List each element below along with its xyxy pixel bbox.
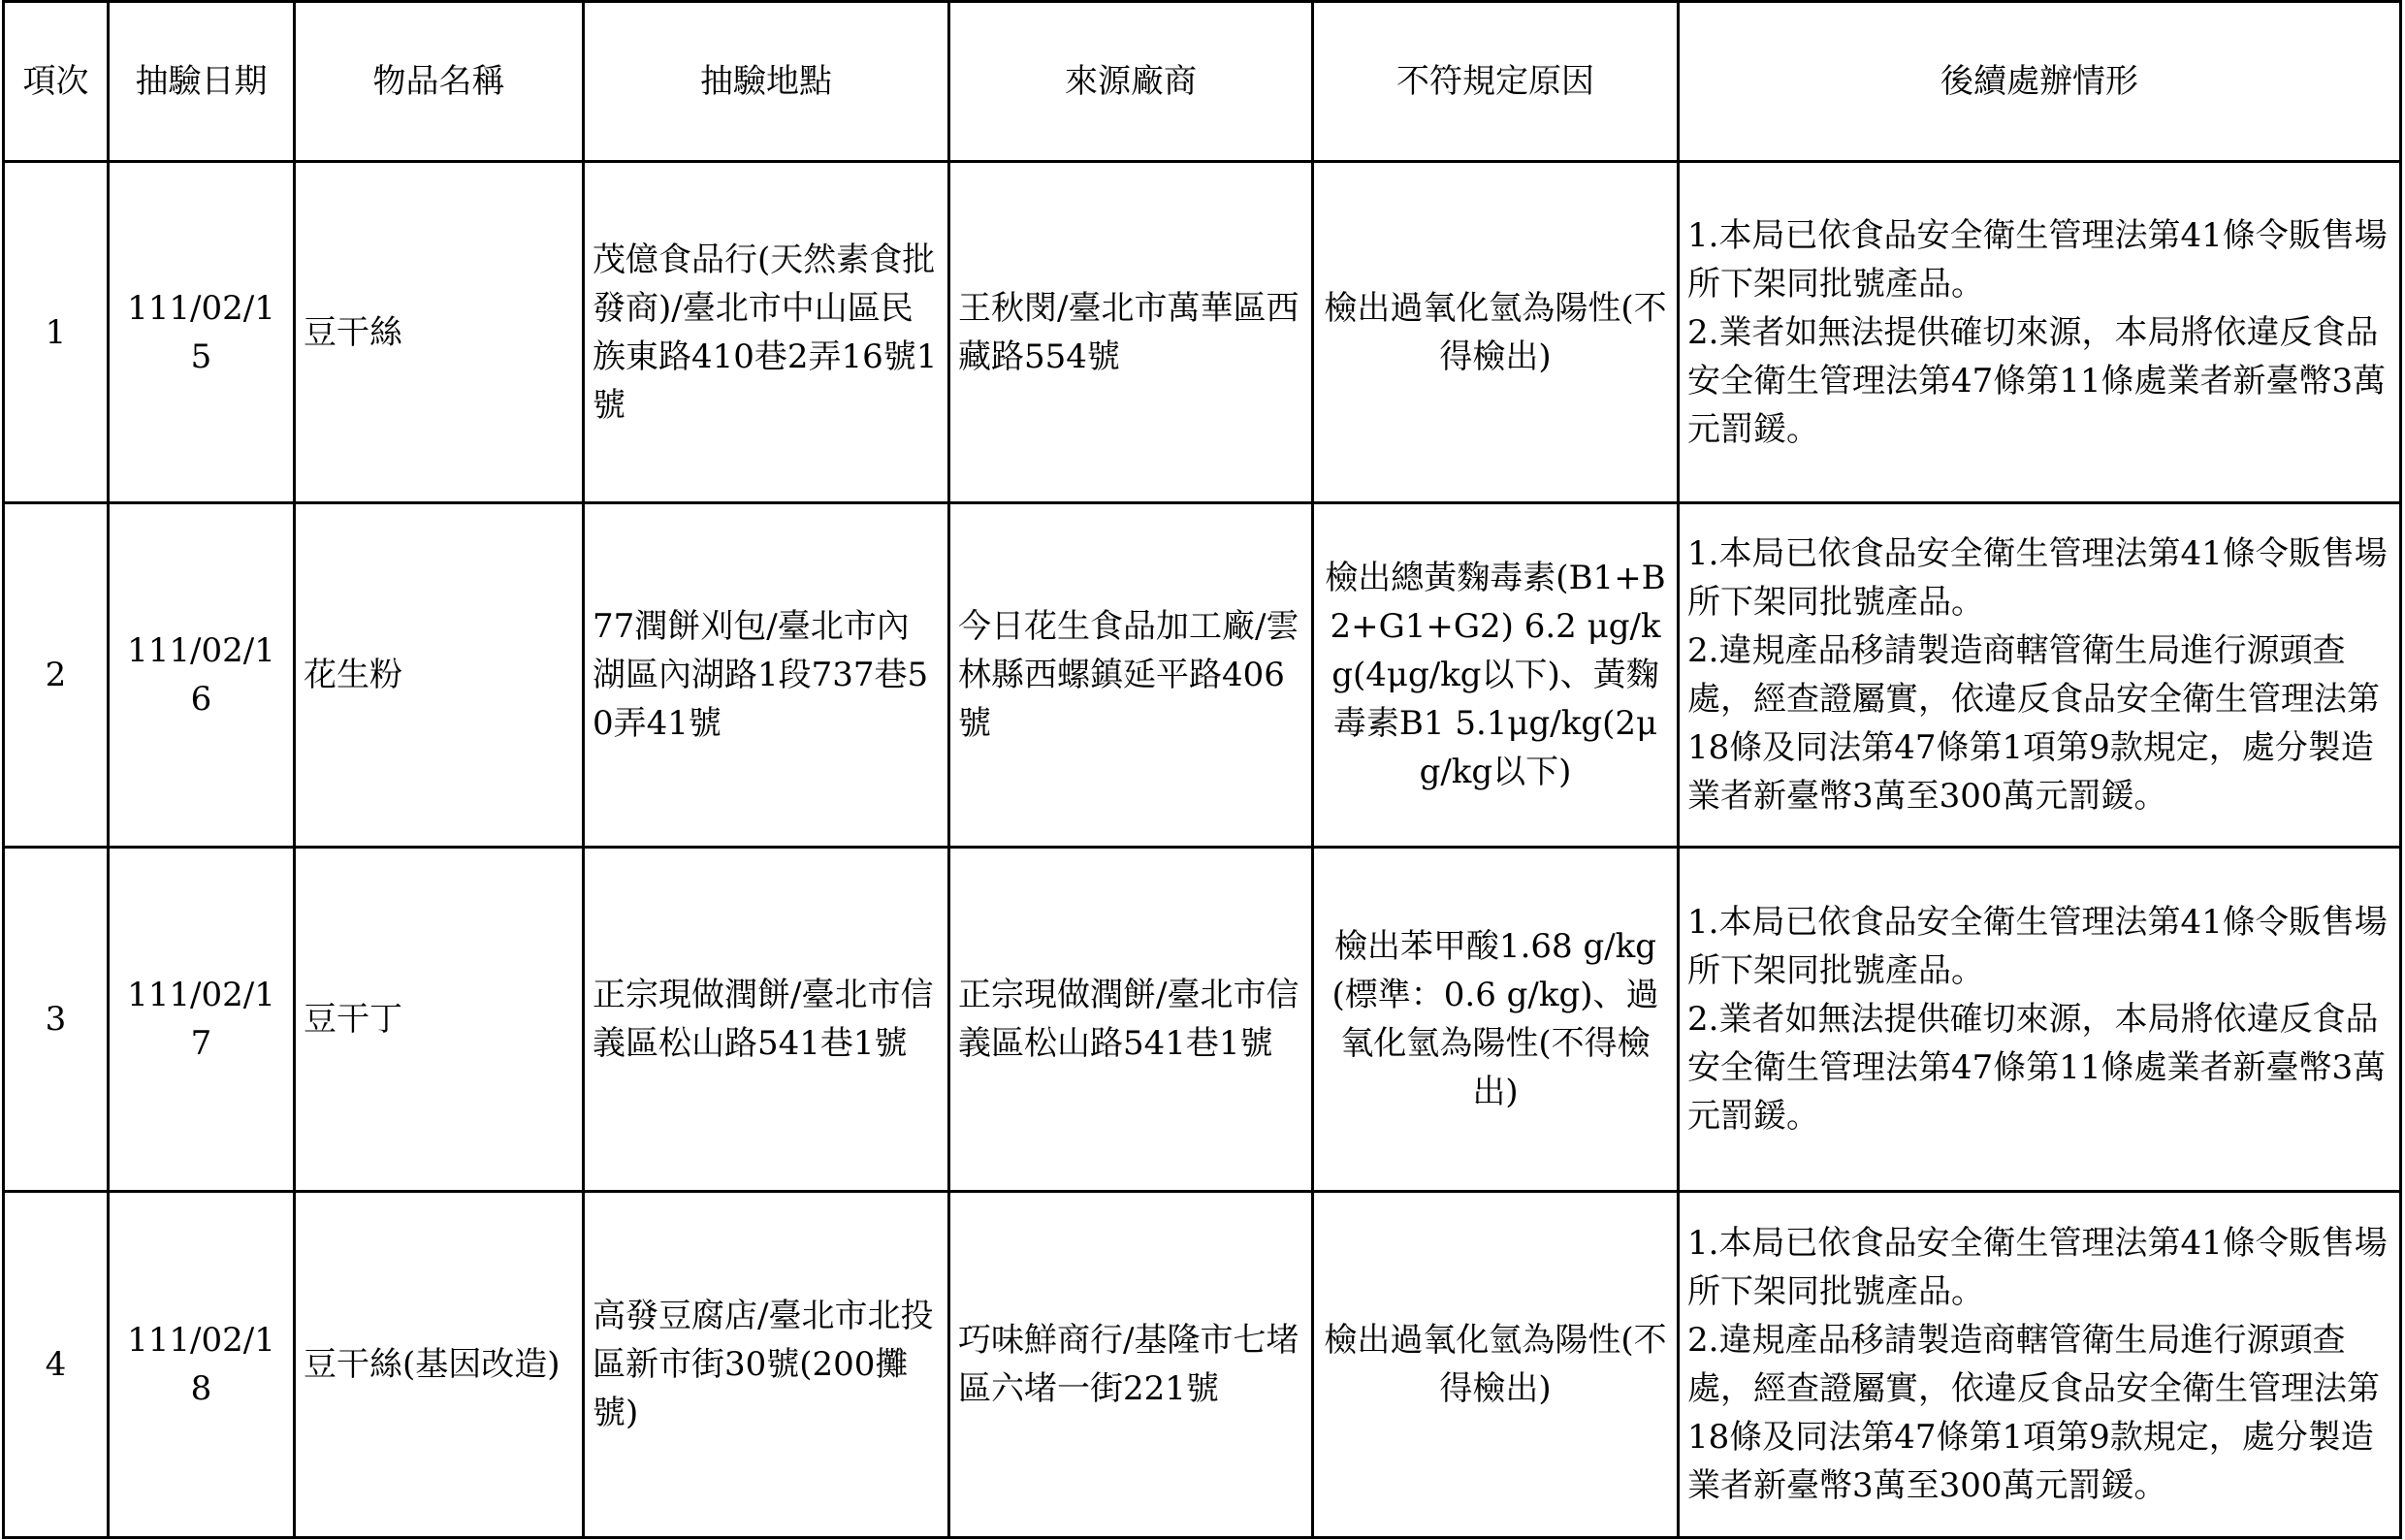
cell-item-name: 花生粉 [295, 503, 584, 848]
cell-location: 77潤餅刈包/臺北市內湖區內湖路1段737巷50弄41號 [584, 503, 949, 848]
cell-item-name: 豆干絲 [295, 162, 584, 503]
cell-reason: 檢出苯甲酸1.68 g/kg(標準：0.6 g/kg)、過氧化氫為陽性(不得檢出) [1313, 848, 1679, 1192]
table-row [4, 848, 2401, 1192]
cell-item-name: 豆干絲(基因改造) [295, 1192, 584, 1538]
cell-item-no: 1 [4, 162, 109, 503]
cell-followup [1679, 1192, 2401, 1538]
cell-item-no: 2 [4, 503, 109, 848]
followup-line: 2.違規產品移請製造商轄管衛生局進行源頭查處，經查證屬實，依違反食品安全衛生管理法第18條及同法第47條第1項第9款規定，處分製造業者新臺幣3萬至300萬元罰鍰。 [1687, 631, 2380, 816]
followup-line: 2.業者如無法提供確切來源，本局將依違反食品安全衛生管理法第47條第11條處業者新臺幣3萬元罰鍰。 [1687, 312, 2387, 449]
header-date: 抽驗日期 [109, 2, 295, 162]
cell-vendor: 今日花生食品加工廠/雲林縣西螺鎮延平路406號 [949, 503, 1313, 848]
cell-location: 高發豆腐店/臺北市北投區新市街30號(200攤號) [584, 1192, 949, 1538]
cell-date: 111/02/18 [109, 1192, 295, 1538]
cell-followup [1679, 503, 2401, 848]
followup-line: 1.本局已依食品安全衛生管理法第41條令販售場所下架同批號產品。 [1687, 534, 2388, 622]
header-followup: 後續處辦情形 [1679, 2, 2401, 162]
header-item-no: 項次 [4, 2, 109, 162]
header-item-name: 物品名稱 [295, 2, 584, 162]
cell-vendor: 王秋閔/臺北市萬華區西藏路554號 [949, 162, 1313, 503]
header-row [4, 2, 2401, 162]
followup-line: 1.本局已依食品安全衛生管理法第41條令販售場所下架同批號產品。 [1687, 903, 2388, 990]
cell-date: 111/02/17 [109, 848, 295, 1192]
table-row [4, 1192, 2401, 1538]
followup-line: 1.本局已依食品安全衛生管理法第41條令販售場所下架同批號產品。 [1687, 215, 2388, 304]
cell-reason: 檢出總黃麴毒素(B1+B2+G1+G2) 6.2 μg/kg(4μg/kg以下)、黃麴毒素B1 5.1μg/kg(2μg/kg以下) [1313, 503, 1679, 848]
cell-item-name: 豆干丁 [295, 848, 584, 1192]
cell-date: 111/02/15 [109, 162, 295, 503]
table-row [4, 162, 2401, 503]
inspection-results-table [2, 0, 2402, 1539]
cell-location: 正宗現做潤餅/臺北市信義區松山路541巷1號 [584, 848, 949, 1192]
table-row [4, 503, 2401, 848]
followup-line: 1.本局已依食品安全衛生管理法第41條令販售場所下架同批號產品。 [1687, 1224, 2388, 1311]
cell-vendor: 巧味鮮商行/基隆市七堵區六堵一街221號 [949, 1192, 1313, 1538]
header-location: 抽驗地點 [584, 2, 949, 162]
followup-line: 2.違規產品移請製造商轄管衛生局進行源頭查處，經查證屬實，依違反食品安全衛生管理法第18條及同法第47條第1項第9款規定，處分製造業者新臺幣3萬至300萬元罰鍰。 [1687, 1321, 2380, 1505]
cell-item-no: 3 [4, 848, 109, 1192]
header-reason: 不符規定原因 [1313, 2, 1679, 162]
cell-followup [1679, 162, 2401, 503]
cell-location: 茂億食品行(天然素食批發商)/臺北市中山區民族東路410巷2弄16號1號 [584, 162, 949, 503]
cell-date: 111/02/16 [109, 503, 295, 848]
cell-reason: 檢出過氧化氫為陽性(不得檢出) [1313, 1192, 1679, 1538]
cell-reason: 檢出過氧化氫為陽性(不得檢出) [1313, 162, 1679, 503]
header-vendor: 來源廠商 [949, 2, 1313, 162]
cell-vendor: 正宗現做潤餅/臺北市信義區松山路541巷1號 [949, 848, 1313, 1192]
cell-followup [1679, 848, 2401, 1192]
followup-line: 2.業者如無法提供確切來源，本局將依違反食品安全衛生管理法第47條第11條處業者新臺幣3萬元罰鍰。 [1687, 1000, 2387, 1136]
cell-item-no: 4 [4, 1192, 109, 1538]
